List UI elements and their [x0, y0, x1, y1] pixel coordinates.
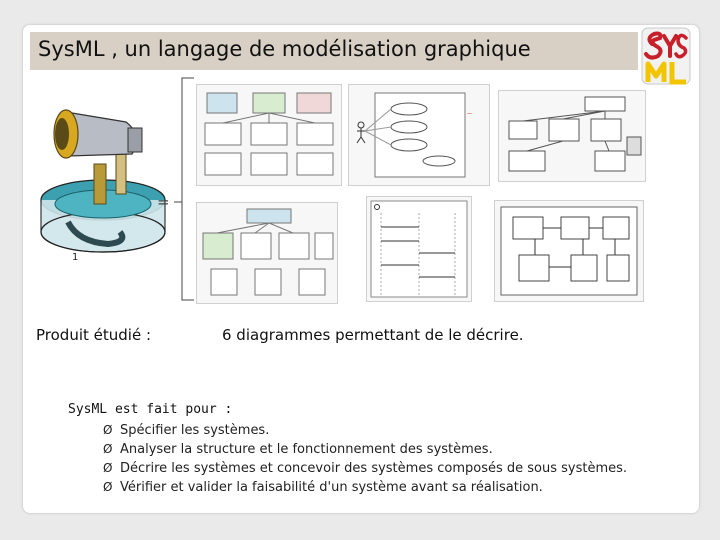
diagram-thumbnail-sequence: [366, 196, 472, 302]
diagram-thumbnail-parametric: [494, 200, 644, 302]
slide-title: SysML , un langage de modélisation graphique: [38, 37, 531, 61]
diagrams-caption: 6 diagrammes permettant de le décrire.: [222, 326, 524, 344]
bullet-marker: Ø: [103, 442, 113, 456]
product-caption: Produit étudié :: [36, 326, 151, 344]
list-item: [103, 478, 627, 497]
list-item-text: Décrire les systèmes et concevoir des systèmes composés de sous systèmes.: [120, 461, 628, 476]
list-item: [103, 440, 627, 459]
svg-text:1: 1: [72, 252, 79, 262]
sysml-logo: [640, 26, 692, 86]
list-item-text: Spécifier les systèmes.: [120, 423, 270, 438]
list-item: [103, 459, 627, 478]
list-item-text: Analyser la structure et le fonctionnement des systèmes.: [120, 442, 493, 457]
bullet-marker: Ø: [103, 461, 113, 475]
intro-heading: SysML est fait pour :: [68, 402, 233, 417]
list-item: [103, 421, 627, 440]
diagram-thumbnail-block-definition: [498, 90, 646, 182]
svg-text:—: —: [467, 111, 472, 117]
diagram-thumbnail-internal-block: [196, 202, 338, 304]
purpose-list: [103, 421, 627, 497]
product-illustration: [28, 92, 178, 262]
equals-sign: =: [157, 193, 170, 211]
list-item-text: Vérifier et valider la faisabilité d'un système avant sa réalisation.: [120, 480, 543, 495]
bullet-marker: Ø: [103, 480, 113, 494]
diagram-thumbnail-requirements: [196, 84, 342, 186]
bullet-marker: Ø: [103, 423, 113, 437]
diagram-thumbnail-use-case: [348, 84, 490, 186]
